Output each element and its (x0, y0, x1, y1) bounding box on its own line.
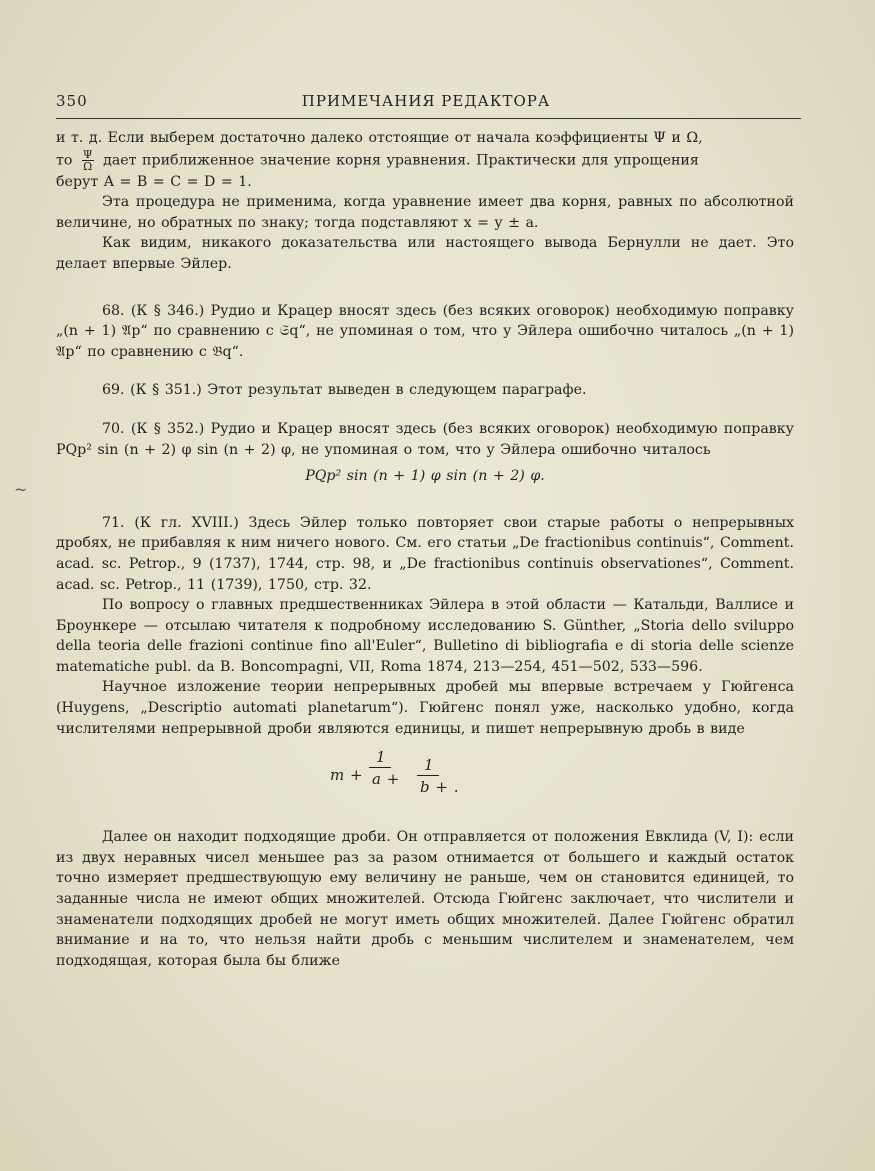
note-71: 71. (К гл. XVIII.) Здесь Эйлер только повторяет свои старые работы о непрерывных дробях, не прибавляя к ним ничего нового. См. его статьи „De fractionibus continuis“, Comment. acad. sc. Petrop., 9 (1737), 1744, стр. 98, и „De fractionibus continuis observationes“, Comment. acad. sc. Petrop., 11 (1739), 1750, стр. 32. (56, 514, 794, 593)
paragraph-2 (56, 149, 794, 172)
page-number: 350 (56, 92, 88, 110)
note-69: 69. (К § 351.) Этот результат выведен в следующем параграфе. (102, 382, 587, 399)
psi-over-omega (82, 149, 94, 172)
paragraph-predecessors: По вопросу о главных предшественниках Эйлера в этой области — Катальди, Валлисе и Броункере — отсылаю читателя к подробному исследованию S. Günther, „Storia dello sviluppo della teoria delle frazioni continue fino all'Euler“, Bulletino di bibliografia e di storia delle scienze matematiche publ. da B. Boncompagni, VII, Roma 1874, 213—254, 451—502, 533—596. (56, 597, 794, 675)
cf-num-1: 1 (376, 748, 386, 767)
paragraph-4: Эта процедура не применима, когда уравнение имеет два корня, равных по абсолютной величине, но обратных по знаку; тогда подставляют x = y ± a. (56, 194, 794, 231)
formula-pqp2: PQp² sin (n + 1) φ sin (n + 2) φ. (305, 468, 545, 485)
running-header (56, 92, 796, 114)
cf-bar-2 (417, 775, 439, 776)
header-rule (56, 118, 801, 119)
paragraph-1: и т. д. Если выберем достаточно далеко отстоящие от начала коэффициенты Ψ и Ω, (56, 130, 703, 146)
paragraph-euclid: Далее он находит подходящие дроби. Он отправляется от положения Евклида (V, I): если из двух неравных чисел меньшее раз за разом отнимается от большего и каждый остаток точно измеряет предшествующую ему величину не раньше, чем он становится единицей, то заданные числа не имеют общих множителей. Отсюда Гюйгенс заключает, что числители и знаменатели подходящих дробей не могут иметь общих множителей. Далее Гюйгенс обратил внимание и на то, что нельзя найти дробь с меньшим числителем и знаменателем, чем подходящая, которая была бы ближе (56, 829, 794, 969)
header-title: ПРИМЕЧАНИЯ РЕДАКТОРА (301, 92, 551, 110)
to-word: то (56, 152, 73, 169)
approx-text: дает приближенное значение корня уравнения. Практически для упрощения (103, 152, 699, 169)
page-body (56, 128, 794, 971)
margin-mark: ~ (14, 480, 28, 499)
cf-num-2: 1 (424, 756, 434, 775)
paragraph-3: берут A = B = C = D = 1. (56, 173, 252, 190)
cf-m: m + (330, 766, 363, 785)
cf-den-2: b + . (420, 778, 459, 797)
cf-den-1: a + (372, 770, 400, 789)
paragraph-5: Как видим, никакого доказательства или настоящего вывода Бернулли не дает. Это делает впервые Эйлер. (56, 235, 794, 272)
paragraph-huygens: Научное изложение теории непрерывных дробей мы впервые встречаем у Гюйгенса (Huygens, „Descriptio automati planetarum“). Гюйгенс понял уже, насколько удобно, когда числителями непрерывной дроби являются единицы, и пишет непрерывную дробь в виде (56, 679, 794, 737)
continued-fraction (56, 747, 794, 817)
frac-den: Ω (83, 159, 93, 173)
frac-num: Ψ (82, 147, 93, 161)
note-70: 70. (К § 352.) Рудио и Крацер вносят здесь (без всяких оговорок) необходимую поправку PQp² sin (n + 2) φ sin (n + 2) φ, не упоминая о том, что у Эйлера ошибочно читалось (56, 420, 794, 458)
note-68: 68. (К § 346.) Рудио и Крацер вносят здесь (без всяких оговорок) необходимую поправку „(n + 1) 𝔄p“ по сравнению с 𝔖q“, не упоминая о том, что у Эйлера ошибочно читалось „(n + 1) 𝔄p“ по сравнению с 𝔅q“. (56, 302, 794, 360)
cf-bar-1 (369, 767, 391, 768)
